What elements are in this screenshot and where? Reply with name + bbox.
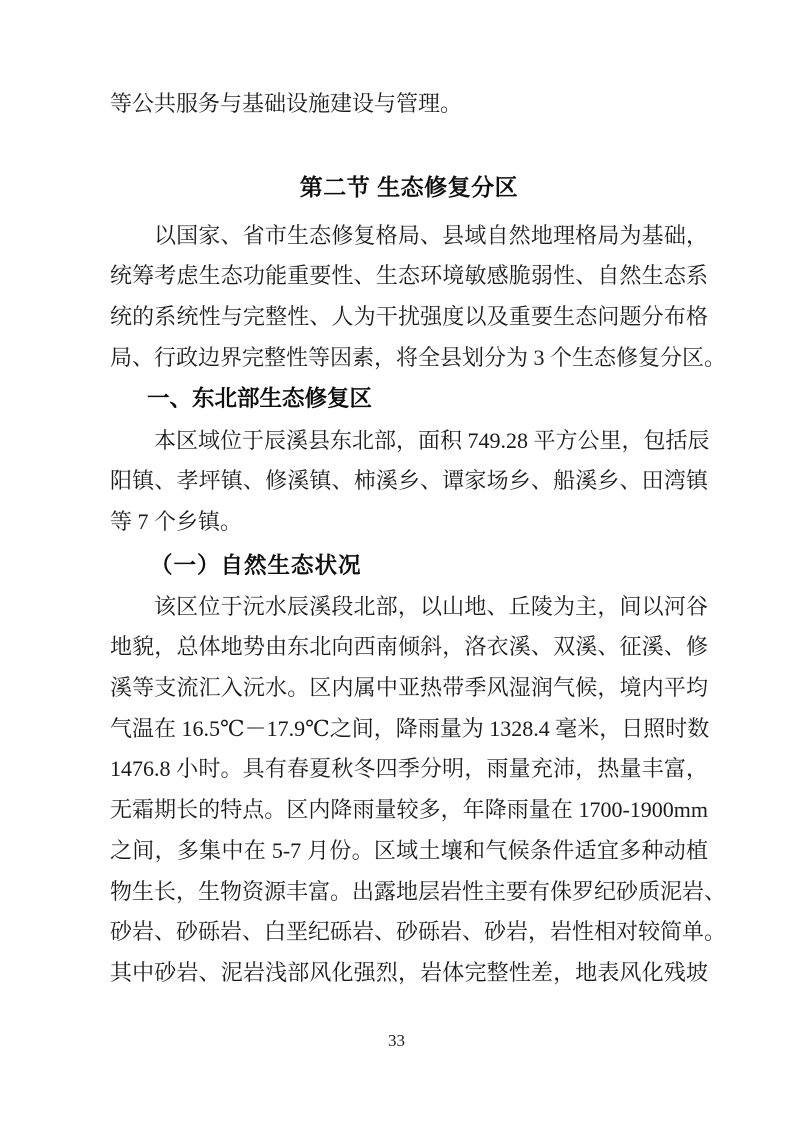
text-line: 阳镇、孝坪镇、修溪镇、柿溪乡、谭家场乡、船溪乡、田湾镇: [110, 468, 708, 494]
section-heading: 第二节 生态修复分区: [299, 173, 519, 200]
paragraph-continuation: 等公共服务与基础设施建设与管理。: [110, 91, 463, 116]
text-line: 统筹考虑生态功能重要性、生态环境敏感脆弱性、自然生态系: [110, 263, 708, 289]
page-content: [110, 0, 727, 994]
paragraph-zone-overview: [110, 421, 708, 543]
paragraph-intro: [110, 216, 727, 379]
text-line: 1476.8 小时。具有春夏秋冬四季分明，雨量充沛，热量丰富，: [110, 756, 708, 782]
text-line: 之间，多集中在 5-7 月份。区域土壤和气候条件适宜多种动植: [110, 837, 708, 863]
page-number: 33: [388, 1031, 405, 1050]
text-line: 统的系统性与完整性、人为干扰强度以及重要生态问题分布格: [110, 304, 708, 330]
subheading-natural-ecology: （一）自然生态状况: [150, 552, 362, 578]
text-line: 其中砂岩、泥岩浅部风化强烈，岩体完整性差，地表风化残坡: [110, 959, 708, 985]
text-line: 以国家、省市生态修复格局、县域自然地理格局为基础，: [154, 222, 708, 248]
text-line: 本区域位于辰溪县东北部，面积 749.28 平方公里，包括辰: [154, 427, 710, 453]
text-line: 地貌，总体地势由东北向西南倾斜，洛衣溪、双溪、征溪、修: [110, 634, 708, 660]
text-line: 等 7 个乡镇。: [110, 508, 243, 534]
subheading-northeast-zone: 一、东北部生态修复区: [147, 385, 373, 411]
text-line: 该区位于沅水辰溪段北部，以山地、丘陵为主，间以河谷: [154, 593, 708, 619]
text-line: 无霜期长的特点。区内降雨量较多，年降雨量在 1700-1900mm: [110, 797, 708, 823]
text-line: 物生长，生物资源丰富。出露地层岩性主要有侏罗纪砂质泥岩、: [110, 878, 727, 904]
text-line: 气温在 16.5℃－17.9℃之间，降雨量为 1328.4 毫米，日照时数: [110, 715, 710, 741]
paragraph-ecology-status: [110, 587, 727, 994]
text-line: 溪等支流汇入沅水。区内属中亚热带季风湿润气候，境内平均: [110, 675, 708, 701]
text-line: 局、行政边界完整性等因素，将全县划分为 3 个生态修复分区。: [110, 344, 727, 370]
text-line: 砂岩、砂砾岩、白垩纪砾岩、砂砾岩、砂岩，岩性相对较简单。: [110, 919, 727, 945]
